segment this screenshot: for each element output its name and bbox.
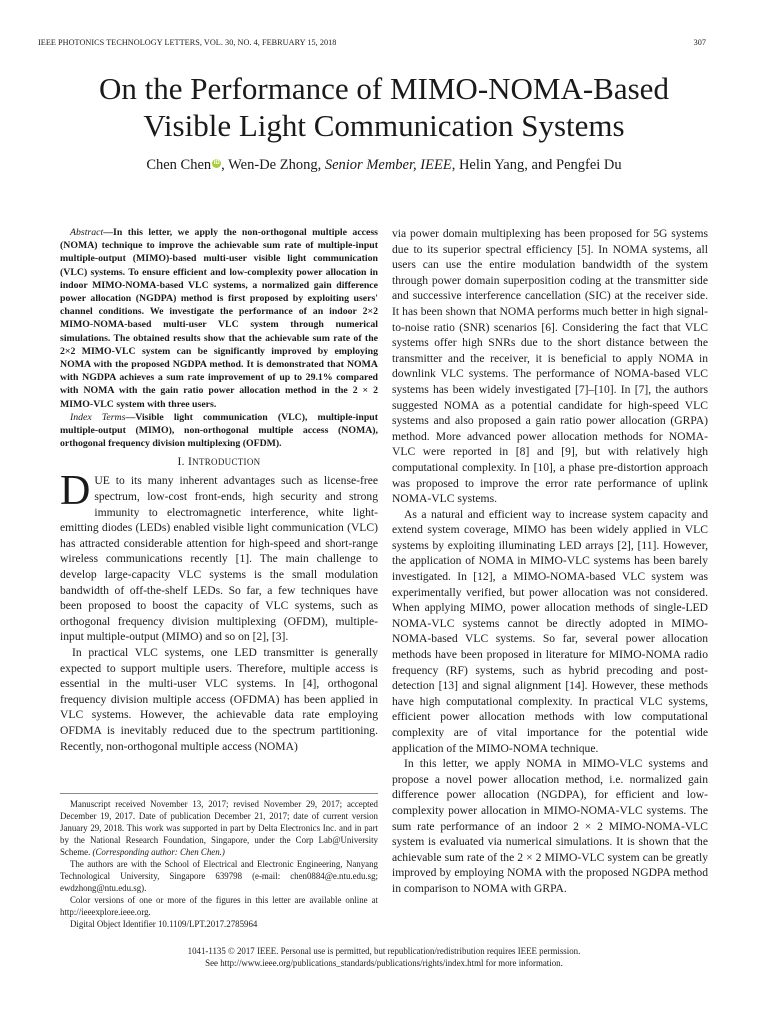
title-line-1: On the Performance of MIMO-NOMA-Based	[99, 71, 669, 106]
intro-paragraph-3: As a natural and efficient way to increase system capacity and extend system coverage, MIMO has been widely applied in VLC systems by exploiting illuminating LED arrays [2], [11]. However, the application of NOMA in MIMO-VLC systems has been barely investigated. In [12], a MIMO-NOMA-based VLC system was experimentally verified, but power allocation was not considered. When applying MIMO, power allocation methods of single-LED NOMA-VLC systems cannot be directly adopted in MIMO-NOMA-based VLC systems. So far, several power allocation methods have been proposed in literature for MIMO-NOMA radio frequency (RF) systems, such as hybrid precoding and post-detection [13] and signal alignment [14]. However, these methods have high computational complexity. In practical VLC systems, efficient power allocation methods with low computational complexity are of vital importance for the potential wide application of the MIMO-NOMA technique.	[392, 507, 708, 755]
abstract-text: In this letter, we apply the non-orthogonal multiple access (NOMA) technique to improve the achievable sum rate of multiple-input multiple-output (MIMO)-based multi-user visible light communication (VLC) systems. To ensure efficient and low-complexity power allocation in indoor MIMO-NOMA-based VLC systems, a normalized gain difference power allocation (NGDPA) method is first proposed by exploiting users' channel conditions. We investigate the performance of an indoor 2×2 MIMO-NOMA-based multi-user VLC system through numerical simulations. The obtained results show that the achievable sum rate of the 2×2 MIMO-VLC system can be significantly improved by employing NOMA with the proposed NGDPA method. It is demonstrated that NOMA with NGDPA achieves a sum rate improvement of up to 29.1% compared with NOMA with the gain ratio power allocation method in the 2 × 2 MIMO-VLC system with three users.	[60, 227, 378, 410]
journal-name: IEEE PHOTONICS TECHNOLOGY LETTERS, VOL. 30, NO. 4, FEBRUARY 15, 2018	[38, 38, 337, 47]
introduction-body-right	[392, 226, 708, 897]
author-2-role: Senior Member, IEEE	[324, 157, 452, 173]
copyright-line-1: 1041-1135 © 2017 IEEE. Personal use is permitted, but republication/redistribution requires IEEE permission.	[187, 946, 581, 956]
index-terms-label: Index Terms	[70, 411, 126, 423]
corresponding-author: (Corresponding author: Chen Chen.)	[92, 847, 225, 857]
running-header	[38, 38, 706, 47]
paper-title	[0, 70, 768, 144]
intro-paragraph-1: DUE to its many inherent advantages such as license-free spectrum, low-cost front-ends, high security and strong immunity to electromagnetic interference, white light-emitting diodes (LEDs) enabled visible light communication (VLC) has attracted considerable attention for high-speed and short-range wireless communications recently [1]. The main challenge to develop large-capacity VLC systems is the small modulation bandwidth of off-the-shelf LEDs. So far, a few techniques have been proposed to boost the capacity of VLC systems, such as orthogonal frequency division multiplexing (OFDM), multiple-input multiple-output (MIMO) and so on [2], [3].	[60, 468, 378, 644]
author-list	[0, 157, 768, 174]
color-versions-note: Color versions of one or more of the figures in this letter are available online at http://ieeexplore.ieee.org.	[60, 895, 378, 917]
left-column	[60, 226, 378, 754]
doi-note: Digital Object Identifier 10.1109/LPT.2017.2785964	[70, 919, 258, 929]
copyright-line-2: See http://www.ieee.org/publications_standards/publications/rights/index.html for more information.	[205, 958, 563, 968]
index-terms: Index Terms—Visible light communication (VLC), multiple-input multiple-output (MIMO), non-orthogonal multiple access (NOMA), orthogonal frequency division multiplexing (OFDM).	[60, 411, 378, 450]
abstract-paragraph: Abstract—In this letter, we apply the non-orthogonal multiple access (NOMA) technique to improve the achievable sum rate of multiple-input multiple-output (MIMO)-based multi-user visible light communication (VLC) systems. To ensure efficient and low-complexity power allocation in indoor MIMO-NOMA-based VLC systems, a normalized gain difference power allocation (NGDPA) method is first proposed by exploiting users' channel conditions. We investigate the performance of an indoor 2×2 MIMO-NOMA-based multi-user VLC system through numerical simulations. The obtained results show that the achievable sum rate of the 2×2 MIMO-VLC system can be significantly improved by employing NOMA with the proposed NGDPA method. It is demonstrated that NOMA with NGDPA achieves a sum rate improvement of up to 29.1% compared with NOMA with the gain ratio power allocation method in the 2 × 2 MIMO-VLC system with three users.	[60, 227, 378, 410]
drop-cap: D	[60, 468, 91, 515]
first-page-footnote	[60, 798, 378, 930]
manuscript-note: Manuscript received November 13, 2017; revised November 29, 2017; accepted December 19, 2017. Date of publication December 21, 2017; date of current version January 29, 2018. This work was supported in part by Delta Electronics Inc. and in part by the National Research Foundation, Singapore, under the Corp Lab@University Scheme. (Corresponding author: Chen Chen.)	[60, 799, 378, 857]
intro-paragraph-2: In practical VLC systems, one LED transmitter is generally expected to support multiple users. Therefore, multiple access is essential in the multi-user VLC systems. In [4], orthogonal frequency division multiple access (OFDMA) has been applied in VLC systems. However, the achievable data rate employing OFDMA is inevitably reduced due to the spectrum partitioning. Recently, non-orthogonal multiple access (NOMA)	[60, 645, 378, 753]
section-heading-introduction: I. INTRODUCTION	[177, 456, 261, 469]
author-1: Chen Chen	[146, 157, 212, 173]
author-2: , Wen-De Zhong,	[221, 157, 325, 173]
affiliation-note: The authors are with the School of Electrical and Electronic Engineering, Nanyang Technological University, Singapore 639798 (e-mail: chen0884@e.ntu.edu.sg; ewdzhong@ntu.edu.sg).	[60, 859, 378, 893]
abstract-label: Abstract	[70, 227, 104, 238]
title-line-2: Visible Light Communication Systems	[143, 108, 625, 143]
page-number: 307	[693, 38, 706, 47]
orcid-icon[interactable]: iD	[213, 160, 220, 166]
index-terms-text: Visible light communication (VLC), multiple-input multiple-output (MIMO), non-orthogonal multiple access (NOMA), orthogonal frequency division multiplexing (OFDM).	[60, 411, 378, 450]
author-3-4: , Helin Yang, and Pengfei Du	[451, 157, 622, 173]
intro-paragraph-2-continued: via power domain multiplexing has been proposed for 5G systems due to its superior spectral efficiency [5]. In NOMA systems, all users can use the entire modulation bandwidth of the system through power domain superposition coding at the transmitter side and successive interference cancellation (SIC) at the receiver side. It has been shown that NOMA performs much better in high signal-to-noise ratio (SNR) scenarios [6]. Considering the fact that VLC systems offer high SNRs due to the short distance between the transmitter and the receiver, it is beneficial to apply NOMA in downlink VLC systems. The performance of NOMA-based VLC systems has been widely investigated [7]–[10]. In [7], the authors suggested NOMA as a potential candidate for high-speed VLC systems and also proposed a gain ratio power allocation (GRPA) method. More advanced power allocation methods for NOMA-VLC were reported in [8] and [9], but with relatively high computational complexity. In [10], a phase pre-distortion approach was proposed to improve the error rate performance of uplink NOMA-VLC systems.	[392, 227, 708, 506]
introduction-body-left	[60, 468, 378, 754]
intro-paragraph-4: In this letter, we apply NOMA in MIMO-VLC systems and propose a novel power allocation method, i.e. normalized gain difference power allocation (NGDPA), for efficient and low-complexity power allocation in MIMO-NOMA-VLC systems. The sum rate performance of an indoor 2 × 2 MIMO-NOMA-VLC system is evaluated via numerical simulations. It is shown that the achievable sum rate of the 2 × 2 MIMO-VLC system can be greatly improved by employing NOMA with the proposed NGDPA method in comparison to NOMA with GRPA.	[392, 757, 708, 895]
abstract	[60, 226, 378, 450]
copyright-notice	[0, 945, 768, 969]
right-column	[392, 226, 708, 897]
